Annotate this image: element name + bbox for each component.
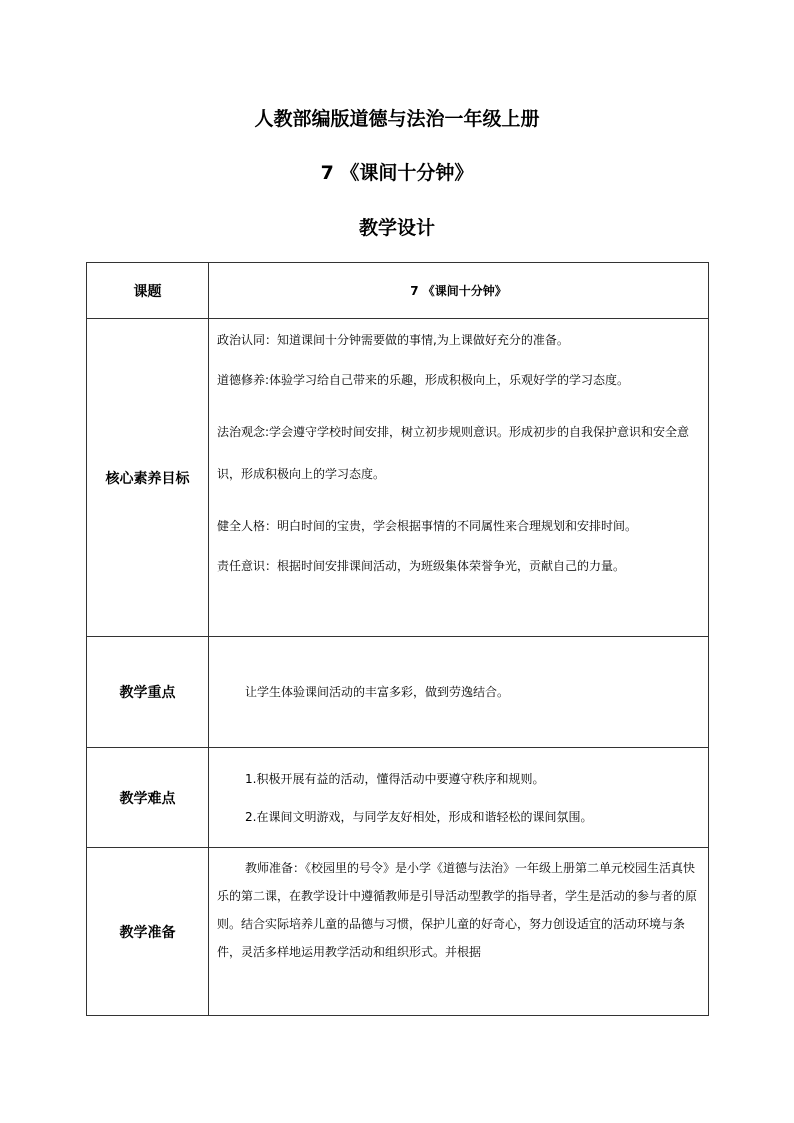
- lesson-plan-table: [86, 262, 709, 1016]
- topic-value: 7 《课间十分钟》: [209, 263, 709, 319]
- core-goals-content: [209, 319, 709, 637]
- table-row-difficulties: [87, 748, 709, 848]
- table-row-core-goals: [87, 319, 709, 637]
- table-row-preparation: [87, 848, 709, 1016]
- key-points-content: 让学生体验课间活动的丰富多彩，做到劳逸结合。: [209, 637, 709, 748]
- goal-item: 政治认同：知道课间十分钟需要做的事情,为上课做好充分的准备。: [217, 333, 569, 347]
- document-title: 人教部编版道德与法治一年级上册: [254, 108, 540, 130]
- goal-item: 健全人格：明白时间的宝贵，学会根据事情的不同属性来合理规划和安排时间。: [217, 519, 638, 533]
- topic-label: 课题: [87, 263, 209, 319]
- preparation-content: [209, 848, 709, 1016]
- difficulties-label: 教学难点: [87, 748, 209, 848]
- design-subtitle: 教学设计: [358, 217, 435, 239]
- difficulty-item: 2.在课间文明游戏，与同学友好相处，形成和谐轻松的课间氛围。: [245, 809, 593, 824]
- goal-item: 道德修养:体验学习给自己带来的乐趣，形成积极向上，乐观好学的学习态度。: [217, 373, 630, 387]
- lesson-heading: 7 《课间十分钟》: [320, 162, 474, 184]
- preparation-label: 教学准备: [87, 848, 209, 1016]
- table-row-key-points: [87, 637, 709, 748]
- preparation-text: 教师准备：《校园里的号令》是小学《道德与法治》一年级上册第二单元校园生活真快乐的第二课，在教学设计中遵循教师是引导活动型教学的指导者，学生是活动的参与者的原则。结合实际培养儿童的品德与习惯，保护儿童的好奇心，努力创设适宜的活动环境与条件，灵活多样地运用教学活动和组织形式。并根据: [217, 861, 698, 959]
- core-goals-label: 核心素养目标: [87, 319, 209, 637]
- difficulties-content: [209, 748, 709, 848]
- key-points-label: 教学重点: [87, 637, 209, 748]
- goal-item: 法治观念:学会遵守学校时间安排，树立初步规则意识。形成初步的自我保护意识和安全意识，形成积极向上的学习态度。: [217, 425, 690, 481]
- table-row-topic: [87, 263, 709, 319]
- difficulty-item: 1.积极开展有益的活动，懂得活动中要遵守秩序和规则。: [245, 771, 545, 786]
- goal-item: 责任意识：根据时间安排课间活动，为班级集体荣誉争光，贡献自己的力量。: [217, 559, 626, 573]
